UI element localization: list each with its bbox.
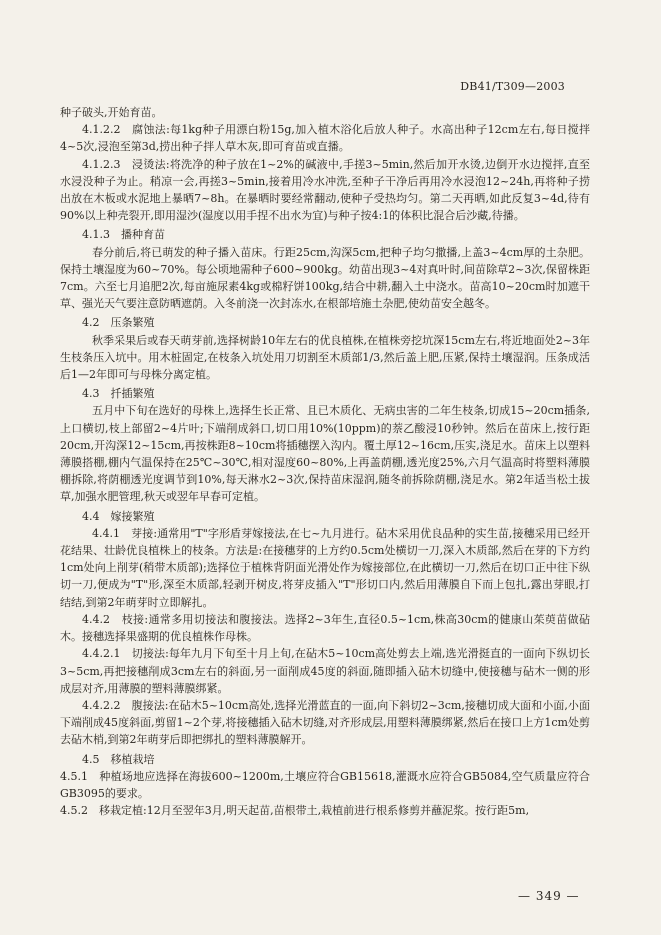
document-body: [60, 104, 590, 819]
paragraph: 4.1.2.2 腐蚀法:每1kg种子用漂白粉15g,加入植木浴化后放人种子。水高出种子12cm左右,每日搅拌4~5次,浸泡至第3d,捞出种子拌人草木灰,即可育苗或直播。: [60, 123, 590, 154]
paragraph: 4.4.2 枝接:通常多用切接法和腹接法。选择2~3年生,直径0.5~1cm,株高30cm的健康山茱萸苗做砧木。接穗选择果盛期的优良植株作母株。: [60, 612, 590, 644]
paragraph: 春分前后,将已萌发的种子播入苗床。行距25cm,沟深5cm,把种子均匀撒播,上盖3~4cm厚的土杂肥。保持土壤湿度为60~70%。每公顷地需种子600~900kg。幼苗出现3~4对真叶时,间苗除草2~3次,保留株距7cm。六至七月追肥2次,每亩施尿素4kg或棉籽饼100kg,结合中耕,翻入土中浇水。苗高10~20cm时加遮干草、强光天气要注意防晒遮荫。入冬前浇一次封冻水,在根部培施土杂肥,使幼苗安全越冬。: [60, 245, 590, 311]
page-number: — 349 —: [518, 889, 580, 903]
paragraph: 秋季采果后或春天萌芽前,选择树龄10年左右的优良植株,在植株旁挖坑深15cm左右,将近地面处2~3年生枝条压入坑中。用木桩固定,在枝条入坑处用刀切割至木质部1/3,然后盖上肥,压紧,保持土壤湿润。压条成活后1—2年即可与母株分离定植。: [60, 333, 590, 382]
paragraph: 4.4.2.2 腹接法:在砧木5~10cm高处,选择光滑蓝直的一面,向下斜切2~3cm,接穗切成大面和小面,小面下端削成45度斜面,剪留1~2个芽,将接穗插入砧木切缝,对齐形成层,用塑料薄膜绑紧,然后在接口上方1cm处剪去砧木梢,到第2年萌芽后即把绑扎的塑料薄膜解开。: [60, 698, 590, 747]
section-heading: 4.2 压条繁殖: [82, 316, 155, 330]
section-heading: 4.3 扦插繁殖: [82, 387, 155, 401]
paragraph: 4.4.1 芽接:通常用"T"字形盾芽嫁接法,在七~九月进行。砧木采用优良品种的实生苗,接穗采用已经开花结果、壮龄优良植株上的枝条。方法是:在接穗芽的上方约0.5cm处横切一刀,深入木质部,然后在芽的下方约1cm处向上削芽(稍带木质部);选择位于植株背阴面光滑处作为嫁接部位,在此横切一刀,然后在切口正中往下纵切一刀,便成为"T"形,深至木质部,轻剥开树皮,将芽皮插入"T"形切口内,然后用薄膜自下而上包扎,露出芽眼,打结结,到第2年萌芽时立即解扎。: [60, 526, 590, 609]
standard-code: DB41/T309—2003: [460, 80, 565, 93]
paragraph: 种子破头,开始育苗。: [60, 106, 163, 119]
paragraph: 4.5.2 移栽定植:12月至翌年3月,明天起苗,苗根带土,栽植前进行根系修剪并蘸泥浆。按行距5m,: [60, 804, 530, 818]
paragraph: 4.5.1 种植场地应选择在海拔600~1200m,土壤应符合GB15618,灌溉水应符合GB5084,空气质量应符合GB3095的要求。: [60, 769, 590, 800]
section-heading: 4.1.3 播种育苗: [82, 228, 165, 242]
paragraph: 五月中下旬在选好的母株上,选择生长正常、且已木质化、无病虫害的二年生枝条,切成15~20cm插条,上口横切,枝上部留2~4片叶;下端削成斜口,切口用10%(10ppm)的萘乙酸浸10秒钟。然后在苗床上,按行距20cm,开沟深12~15cm,再按株距8~10cm将插穗摆入沟内。覆土厚12~16cm,压实,浇足水。苗床上以塑料薄膜搭棚,棚内气温保持在25℃~30℃,相对湿度60~80%,上再盖荫棚,透光度25%,六月气温高时将塑料薄膜棚拆除,将荫棚透光度调节到10%,每天淋水2~3次,保持苗床湿润,随冬前拆除荫棚,浇足水。第2年适当松土拔草,加强水肥管理,秋天或翌年早春可定植。: [60, 404, 590, 504]
paragraph: 4.1.2.3 浸烫法:将洗净的种子放在1~2%的碱液中,手搓3~5min,然后加开水烫,边倒开水边搅拌,直至水浸没种子为止。稍凉一会,再搓3~5min,接着用冷水冲洗,至种子干净后再用冷水浸泡12~24h,再将种子捞出放在木板或水泥地上暴晒7~8h。在暴晒时要经常翻动,使种子受热均匀。第二天再晒,如此反复3~4d,待有90%以上种壳裂开,即用湿沙(湿度以用手捏不出水为宜)与种子按4:1的体积比混合后沙藏,待播。: [60, 157, 590, 223]
paragraph: 4.4.2.1 切接法:每年九月下旬至十月上旬,在砧木5~10cm高处剪去上端,选光滑挺直的一面向下纵切长3~5cm,再把接穗削成3cm左右的斜面,另一面削成45度的斜面,随即插入砧木切缝中,使接穗与砧木一侧的形成层对齐,用薄膜的塑料薄膜绑紧。: [60, 647, 590, 695]
section-heading: 4.5 移植栽培: [82, 752, 155, 766]
section-heading: 4.4 嫁接繁殖: [82, 509, 155, 523]
